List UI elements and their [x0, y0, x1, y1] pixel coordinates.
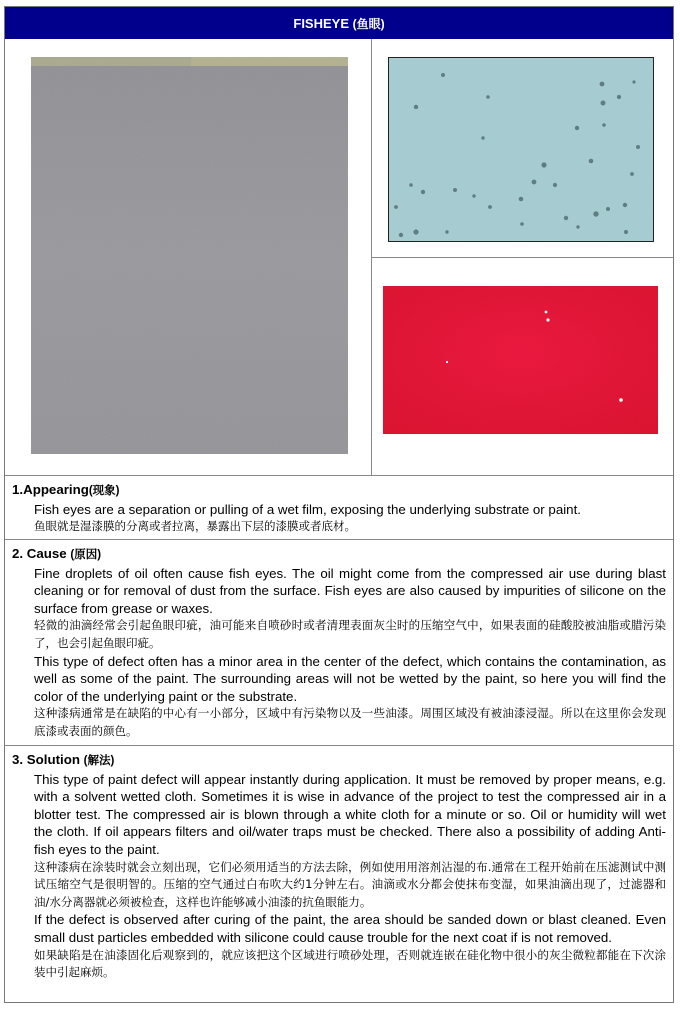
- cause-text-cn-2: 这种漆病通常是在缺陷的中心有一小部分，区域中有污染物以及一些油漆。周围区域没有被油漆浸湿。所以在这里你会发现底漆或表面的颜色。: [34, 706, 666, 738]
- title-en: FISHEYE: [293, 15, 349, 31]
- light-blue-surface-photo: [388, 57, 654, 242]
- solution-title: 3. Solution (解法): [12, 752, 115, 767]
- image-divider: [372, 257, 673, 258]
- cause-text-en-1: Fine droplets of oil often cause fish eyes. The oil might come from the compressed air use during blast cleaning or for removal of dust from the surface. Fish eyes are also caused by impurities of silicone on the surface from grease or waxes.: [34, 565, 666, 616]
- cause-title: 2. Cause (原因): [12, 546, 102, 561]
- solution-text-en-2: If the defect is observed after curing of the paint, the area should be sanded down or blast cleaned. Even small dust particles embedded with silicone could cause trouble for the next coat if is not removed.: [34, 912, 666, 945]
- page-title: [5, 7, 673, 39]
- appearing-section: [12, 481, 666, 536]
- solution-text-en-1: This type of paint defect will appear instantly during application. It must be removed by proper means, e.g. with a solvent wetted cloth. Sometimes it is wise in advance of the project to test the compressed air in a blotter test. The compressed air is blown through a white cloth for a minute or so. Oil or humidity will wet the cloth. If oil appears filters and oil/water traps must be checked. There also a possibility of adding Anti-fish eyes to the paint.: [34, 771, 666, 857]
- red-surface-photo: [383, 286, 658, 434]
- solution-text-cn-1: 这种漆病在涂装时就会立刻出现，它们必须用适当的方法去除，例如使用用溶剂沾湿的布.通常在工程开始前在压滤测试中测试压缩空气是很明智的。压缩的空气通过白布吹大约1分钟左右。油滴或水分都会使抹布变湿，如果油滴出现了，过滤器和油/水分离器就必须被检查，这样也许能够减小油漆的抗鱼眼能力。: [34, 859, 666, 909]
- title-cn: (鱼眼): [352, 16, 385, 31]
- cause-text-cn-1: 轻微的油滴经常会引起鱼眼印疵，油可能来自喷砂时或者清理表面灰尘时的压缩空气中，如果表面的硅酸胶被油脂或腊污染了，也会引起鱼眼印疵。: [34, 618, 666, 650]
- appearing-text-cn: 鱼眼就是湿漆膜的分离或者拉离，暴露出下层的漆膜或者底材。: [34, 519, 356, 534]
- section-divider-3: [5, 745, 673, 746]
- section-divider-2: [5, 539, 673, 540]
- grey-surface-photo: [31, 57, 348, 454]
- solution-section: [12, 751, 666, 982]
- solution-text-cn-2: 如果缺陷是在油漆固化后观察到的，就应该把这个区域进行喷砂处理，否则就连嵌在硅化物中很小的灰尘微粒都能在下次涂装中引起麻烦。: [34, 947, 666, 980]
- appearing-text-en: Fish eyes are a separation or pulling of a wet film, exposing the underlying substrate or paint.: [34, 501, 581, 517]
- cause-section: [12, 545, 666, 741]
- cause-text-en-2: This type of defect often has a minor area in the center of the defect, which contains the contamination, as well as some of the paint. The surrounding areas will not be wetted by the paint, so here you will find the color of the underlying paint or the substrate.: [34, 653, 666, 704]
- appearing-title: 1.Appearing(现象): [12, 482, 120, 497]
- section-divider-1: [5, 475, 673, 476]
